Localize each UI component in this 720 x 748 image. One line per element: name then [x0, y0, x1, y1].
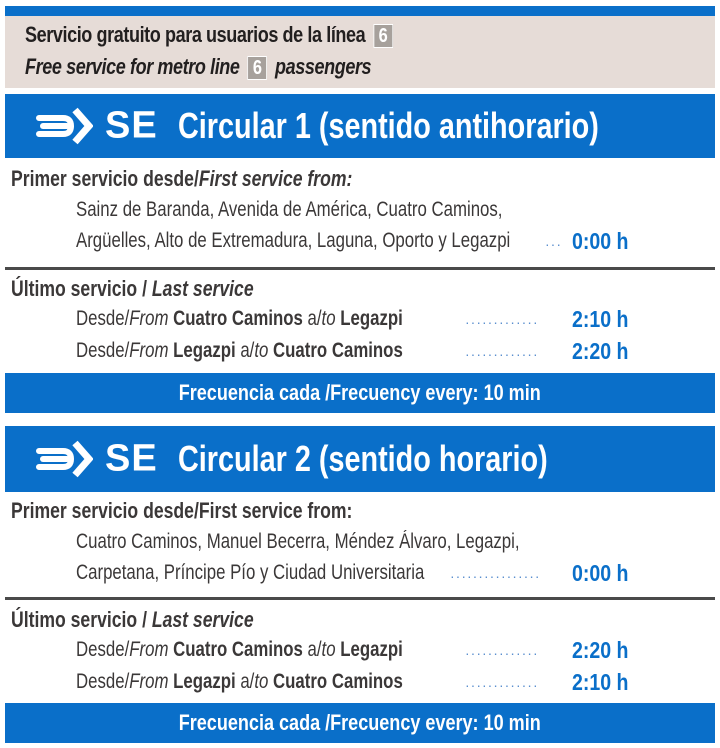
- a: a/: [307, 307, 322, 330]
- from: From: [129, 670, 169, 693]
- label-es: Último servicio /: [11, 607, 152, 632]
- origin-station: Cuatro Caminos: [173, 638, 303, 661]
- last-service-row: [76, 339, 403, 363]
- last-service-row: [76, 638, 403, 662]
- first-service-label: [11, 498, 352, 524]
- label-en: Last service: [151, 276, 254, 301]
- first-service-time: 0:00 h: [572, 228, 629, 254]
- notice-en-text: Free service for metro line: [25, 54, 240, 79]
- route-title: Circular 1 (sentido antihorario): [178, 105, 599, 146]
- first-service-time: 0:00 h: [572, 560, 629, 586]
- to: to: [254, 670, 269, 693]
- first-service-label: [11, 166, 352, 192]
- first-stations-line-2: Carpetana, Príncipe Pío y Ciudad Universitaria: [76, 561, 425, 584]
- to: to: [321, 307, 336, 330]
- last-service-time: 2:10 h: [572, 669, 629, 695]
- leader-dots: ···: [545, 236, 562, 252]
- notice-spanish: [25, 22, 396, 48]
- label-es: Primer servicio desde/: [11, 498, 199, 523]
- last-service-row: [76, 670, 403, 694]
- route-header-circular-1: [5, 94, 715, 158]
- label-es: Último servicio /: [11, 276, 152, 301]
- to: to: [254, 339, 269, 362]
- a: a/: [240, 670, 255, 693]
- section-divider: [5, 597, 715, 600]
- frequency-text: Frecuencia cada /Frecuency every: 10 min: [178, 380, 541, 405]
- last-service-time: 2:20 h: [572, 637, 629, 663]
- route-header-circular-2: [5, 426, 715, 492]
- notice-english: [25, 54, 371, 80]
- notice-es-text: Servicio gratuito para usuarios de la línea: [25, 22, 366, 47]
- last-service-row: [76, 307, 403, 331]
- origin-station: Legazpi: [173, 670, 236, 693]
- from: From: [129, 307, 169, 330]
- leader-dots: ·············: [465, 645, 539, 661]
- from: From: [129, 339, 169, 362]
- origin-station: Legazpi: [173, 339, 236, 362]
- metro-arrow-icon: [33, 439, 93, 479]
- frequency-bar: [5, 373, 715, 413]
- label-en: Last service: [151, 607, 254, 632]
- destination-station: Cuatro Caminos: [273, 339, 403, 362]
- line-6-badge: 6: [373, 24, 393, 48]
- desde: Desde/: [76, 307, 130, 330]
- top-accent-bar: [5, 6, 715, 16]
- origin-station: Cuatro Caminos: [173, 307, 303, 330]
- frequency-text: Frecuencia cada /Frecuency every: 10 min: [178, 710, 541, 735]
- label-en: First service from:: [198, 166, 353, 191]
- line-6-badge: 6: [247, 56, 267, 80]
- desde: Desde/: [76, 670, 130, 693]
- last-service-time: 2:10 h: [572, 306, 629, 332]
- last-service-label: [11, 276, 254, 302]
- leader-dots: ·············: [465, 677, 539, 693]
- a: a/: [240, 339, 255, 362]
- notice-en-suffix: passengers: [274, 54, 372, 79]
- leader-dots: ·············: [465, 314, 539, 330]
- destination-station: Legazpi: [340, 638, 403, 661]
- label-en: First service from:: [198, 498, 353, 523]
- last-service-label: [11, 607, 254, 633]
- first-stations-line-1: Sainz de Baranda, Avenida de América, Cuatro Caminos,: [76, 198, 503, 221]
- frequency-bar: [5, 703, 715, 743]
- route-title: Circular 2 (sentido horario): [178, 438, 548, 479]
- leader-dots: ·············: [465, 346, 539, 362]
- route-code: SE: [105, 104, 158, 147]
- from: From: [129, 638, 169, 661]
- section-divider: [5, 267, 715, 270]
- to: to: [321, 638, 336, 661]
- destination-station: Legazpi: [340, 307, 403, 330]
- route-code: SE: [105, 437, 158, 480]
- desde: Desde/: [76, 638, 130, 661]
- label-es: Primer servicio desde/: [11, 166, 199, 191]
- a: a/: [307, 638, 322, 661]
- free-service-notice: [5, 16, 715, 88]
- first-stations-line-2: Argüelles, Alto de Extremadura, Laguna, Oporto y Legazpi: [76, 229, 511, 252]
- desde: Desde/: [76, 339, 130, 362]
- metro-arrow-icon: [33, 106, 93, 146]
- first-stations-line-1: Cuatro Caminos, Manuel Becerra, Méndez Álvaro, Legazpi,: [76, 530, 520, 553]
- destination-station: Cuatro Caminos: [273, 670, 403, 693]
- last-service-time: 2:20 h: [572, 338, 629, 364]
- leader-dots: ················: [450, 568, 541, 584]
